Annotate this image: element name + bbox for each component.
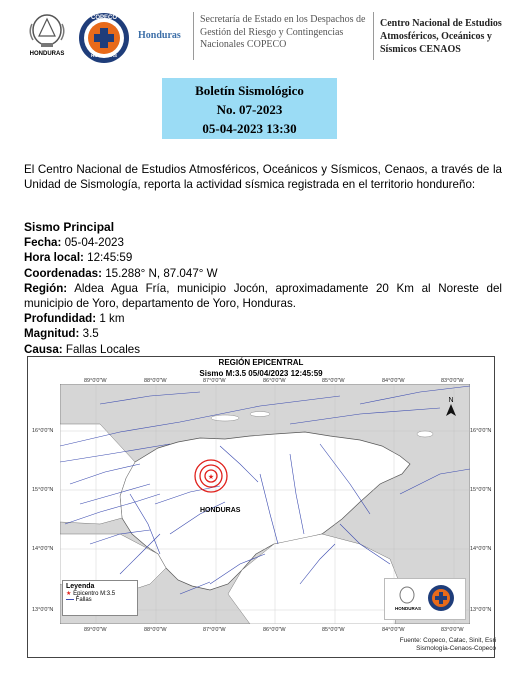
profundidad-label: Profundidad: [24,312,97,326]
map-title: REGIÓN EPICENTRAL [218,358,304,367]
coordenadas-value: 15.288° N, 87.047° W [105,266,218,280]
map-country-label: HONDURAS [200,507,241,514]
causa-label: Causa: [24,342,63,356]
lon-tick-bottom: 87°0'0"W [203,627,226,633]
lon-tick-bottom: 85°0'0"W [322,627,345,633]
island [417,431,433,437]
island [211,415,239,421]
lon-tick-bottom: 84°0'0"W [382,627,405,633]
lon-tick-bottom: 86°0'0"W [263,627,286,633]
lon-tick-top: 88°0'0"W [144,378,167,384]
lat-tick-right: 16°0'0"N [470,428,492,434]
legend-title: Leyenda [66,583,95,590]
lat-tick-left: 16°0'0"N [32,428,54,434]
lon-tick-top: 87°0'0"W [203,378,226,384]
svg-text:N: N [448,397,454,404]
hora-label: Hora local: [24,251,84,265]
bulletin-number: No. 07-2023 [216,102,283,117]
coordenadas-label: Coordenadas: [24,266,102,280]
epicenter-star-icon: ★ [207,473,215,481]
lon-tick-bottom: 88°0'0"W [144,627,167,633]
fecha-value: 05-04-2023 [64,236,124,250]
lon-tick-bottom: 83°0'0"W [441,627,464,633]
bulletin-title-box [162,78,337,139]
map-logos [384,578,466,620]
lat-tick-right: 14°0'0"N [470,546,492,552]
bulletin-title: Boletín Sismológico [195,83,304,98]
lat-tick-left: 13°0'0"N [32,607,54,613]
copeco-logo-bottom-text: HONDURAS [90,53,117,58]
fecha-label: Fecha: [24,236,62,250]
map-subtitle: Sismo M:3.5 05/04/2023 12:45:59 [199,369,323,378]
lon-tick-top: 89°0'0"W [84,378,107,384]
source-line-1: Fuente: Copeco, Catac, Sinit, Esri [399,637,496,644]
honduras-label: Honduras [138,30,181,41]
map-logo-honduras-text: HONDURAS [394,606,421,611]
header-divider [193,12,194,60]
secretaria-text: Secretaría de Estado en los Despachos de Gestión del Riesgo y Contingencias Nacionales COPECO [200,14,366,50]
copeco-logo-top-text: COPECO [90,15,117,21]
intro-paragraph: El Centro Nacional de Estudios Atmosféricos, Oceánicos y Sísmicos, Cenaos, a través de la Unidad de Sismología, reporta la actividad sísmica registrada en el territorio hondureño: [24,163,502,191]
magnitud-value: 3.5 [82,327,99,341]
details-heading: Sismo Principal [24,220,115,234]
lon-tick-bottom: 89°0'0"W [84,627,107,633]
bulletin-datetime: 05-04-2023 13:30 [202,121,297,136]
profundidad-value: 1 km [99,312,125,326]
legend-faults: Fallas [75,597,92,603]
earthquake-details [24,220,502,357]
epicenter-marker [195,460,227,492]
island [250,412,270,417]
legend-epicenter: Epicentro M:3.5 [73,591,116,597]
map-legend [62,580,138,616]
magnitud-label: Magnitud: [24,327,80,341]
copeco-logo [78,12,130,64]
map-source [356,637,496,653]
region-value: Aldea Agua Fría, municipio Jocón, aproximadamente 20 Km al Noreste del municipio de Yoro, departamento de Yoro, Honduras. [24,281,502,311]
lon-tick-top: 86°0'0"W [263,378,286,384]
lon-tick-top: 84°0'0"W [382,378,405,384]
region-label: Región: [24,281,68,295]
hora-value: 12:45:59 [87,251,133,265]
centro-text: Centro Nacional de Estudios Atmosféricos, Oceánicos y Sísmicos CENAOS [380,18,502,55]
lat-tick-left: 14°0'0"N [32,546,54,552]
lat-tick-right: 15°0'0"N [470,487,492,493]
fault-line-icon [66,599,74,600]
honduras-coat-of-arms-logo [24,10,70,62]
epicenter-star-icon: ★ [66,590,72,597]
lon-tick-top: 83°0'0"W [441,378,464,384]
source-line-2: Sismología-Cenaos-Copeco [416,645,496,652]
logo-caption: HONDURAS [29,51,65,57]
causa-value: Fallas Locales [65,342,141,356]
lat-tick-left: 15°0'0"N [32,487,54,493]
header-divider [373,12,374,60]
lat-tick-right: 13°0'0"N [470,607,492,613]
map-logos-art [385,579,465,619]
lon-tick-top: 85°0'0"W [322,378,345,384]
